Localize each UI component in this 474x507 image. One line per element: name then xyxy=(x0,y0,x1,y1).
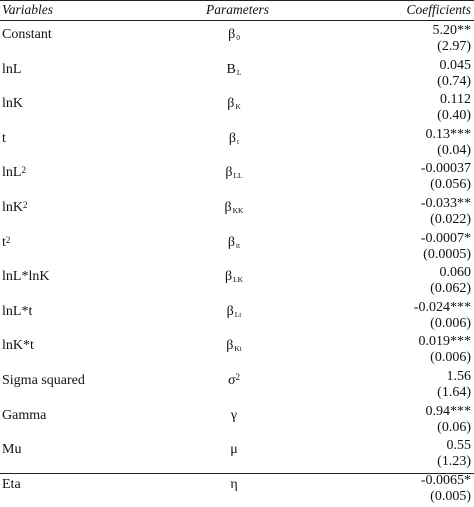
parameter-symbol: β xyxy=(225,165,233,181)
standard-error: (0.056) xyxy=(430,177,471,193)
variable-name: lnK xyxy=(2,199,23,215)
variable-name: Gamma xyxy=(2,407,47,423)
standard-error: (0.0005) xyxy=(423,246,471,262)
coefficient-value: -0.033** xyxy=(420,195,471,211)
variable-exponent: 2 xyxy=(21,165,26,176)
variable-cell xyxy=(2,269,49,285)
table-row xyxy=(0,23,474,58)
standard-error: (0.006) xyxy=(430,350,471,366)
parameter-cell xyxy=(204,442,264,458)
table-row xyxy=(0,300,474,335)
variable-cell xyxy=(2,442,21,458)
parameter-symbol: γ xyxy=(230,407,238,423)
coefficient-value: 0.045 xyxy=(439,57,471,73)
variable-name: lnK xyxy=(2,96,23,112)
standard-error: (1.64) xyxy=(437,384,471,400)
parameter-subscript: KK xyxy=(232,205,244,215)
coefficient-cell xyxy=(437,369,471,401)
parameter-subscript: L xyxy=(236,67,242,77)
parameter-cell xyxy=(204,96,264,113)
table-row xyxy=(0,438,474,473)
table-row xyxy=(0,473,474,507)
coefficient-cell xyxy=(421,473,471,505)
parameter-cell xyxy=(204,165,264,182)
table-row xyxy=(0,127,474,162)
table-row xyxy=(0,334,474,369)
table-row xyxy=(0,369,474,404)
parameter-symbol: β xyxy=(228,130,237,146)
coefficient-cell xyxy=(426,127,472,159)
parameter-symbol: μ xyxy=(230,442,238,458)
standard-error: (0.062) xyxy=(430,281,471,297)
parameter-symbol: σ xyxy=(227,372,236,388)
parameter-subscript: K xyxy=(235,102,241,112)
standard-error: (0.006) xyxy=(430,315,471,331)
coefficient-cell xyxy=(437,58,471,90)
coefficient-value: 0.55 xyxy=(446,438,471,454)
table-row xyxy=(0,231,474,266)
variable-name: Eta xyxy=(2,476,21,492)
parameter-cell xyxy=(204,62,264,79)
parameter-symbol: β xyxy=(226,303,234,319)
standard-error: (0.04) xyxy=(437,142,471,158)
variable-exponent: 2 xyxy=(23,199,28,210)
parameter-cell xyxy=(204,235,264,252)
variable-cell xyxy=(2,96,23,112)
coefficient-cell xyxy=(419,334,472,366)
coefficient-cell xyxy=(421,196,471,228)
coefficient-value: 0.94*** xyxy=(425,403,471,419)
coefficient-cell xyxy=(421,231,471,263)
variable-cell xyxy=(2,165,26,181)
table-row xyxy=(0,265,474,300)
coefficient-cell xyxy=(426,404,472,436)
parameter-subscript: LK xyxy=(233,275,244,285)
variable-cell xyxy=(2,27,52,43)
table-bottom-rule xyxy=(0,473,474,474)
standard-error: (0.40) xyxy=(437,108,471,124)
standard-error: (0.022) xyxy=(430,211,471,227)
parameter-symbol: β xyxy=(224,269,233,285)
variable-name: lnK*t xyxy=(2,338,34,354)
header-parameters: Parameters xyxy=(206,2,269,17)
coefficient-cell xyxy=(430,265,471,297)
standard-error: (1.23) xyxy=(437,454,471,470)
variable-cell xyxy=(2,477,21,493)
parameter-cell xyxy=(204,373,264,389)
table-row xyxy=(0,161,474,196)
variable-name: lnL xyxy=(2,165,22,181)
parameter-subscript: Lt xyxy=(234,309,242,319)
variable-name: Constant xyxy=(2,27,52,42)
parameter-subscript: LL xyxy=(233,171,243,181)
coefficient-value: 0.060 xyxy=(439,265,471,281)
variable-name: t xyxy=(2,130,6,146)
variable-name: lnL*lnK xyxy=(2,269,50,285)
variable-name: lnL xyxy=(2,61,22,77)
variable-cell xyxy=(2,408,46,424)
standard-error: (2.97) xyxy=(437,39,471,54)
parameter-subscript: 0 xyxy=(236,33,240,42)
parameter-symbol: B xyxy=(226,61,236,77)
parameter-cell xyxy=(204,131,264,148)
header-variables: Variables xyxy=(2,2,54,17)
parameter-cell xyxy=(204,200,264,217)
parameter-cell xyxy=(204,27,264,44)
parameter-symbol: β xyxy=(228,27,236,42)
table-body xyxy=(0,23,474,507)
standard-error: (0.74) xyxy=(437,73,471,89)
parameter-symbol: η xyxy=(230,476,238,492)
variable-cell xyxy=(2,235,10,251)
parameter-cell xyxy=(204,408,264,424)
variable-exponent: 2 xyxy=(5,234,11,245)
coefficient-cell xyxy=(433,23,472,55)
table-row xyxy=(0,92,474,127)
parameter-subscript: Kt xyxy=(234,344,242,354)
coefficient-cell xyxy=(437,438,471,470)
variable-name: Mu xyxy=(2,442,22,458)
variable-name: Sigma squared xyxy=(2,372,85,388)
coefficient-value: -0.024*** xyxy=(413,299,471,315)
coefficient-value: 0.019*** xyxy=(418,334,471,350)
coefficient-value: -0.0007* xyxy=(420,230,471,246)
coefficient-cell xyxy=(421,161,471,193)
coefficient-value: 5.20** xyxy=(432,23,471,38)
variable-cell xyxy=(2,62,21,78)
coefficient-value: 0.13*** xyxy=(425,126,471,142)
parameter-symbol: β xyxy=(227,234,235,250)
coefficient-value: -0.0065* xyxy=(420,472,471,488)
parameter-cell xyxy=(204,269,264,286)
parameter-cell xyxy=(204,304,264,321)
variable-cell xyxy=(2,338,34,354)
parameter-subscript: tt xyxy=(235,240,241,250)
coefficient-value: -0.00037 xyxy=(420,161,471,177)
standard-error: (0.06) xyxy=(437,419,471,435)
coefficient-value: 1.56 xyxy=(446,368,471,384)
parameter-superscript: 2 xyxy=(235,371,241,382)
variable-name: lnL*t xyxy=(2,303,33,319)
table-row xyxy=(0,58,474,93)
table-row xyxy=(0,196,474,231)
standard-error: (0.005) xyxy=(430,488,471,504)
variable-cell xyxy=(2,200,28,216)
coefficient-value: 0.112 xyxy=(440,92,471,108)
variable-cell xyxy=(2,304,32,320)
parameter-symbol: β xyxy=(224,199,232,215)
variable-name: t xyxy=(2,234,6,250)
parameter-symbol: β xyxy=(226,338,234,354)
parameter-cell xyxy=(204,477,264,493)
parameter-cell xyxy=(204,338,264,355)
table-top-rule xyxy=(0,0,474,1)
coefficient-cell xyxy=(437,92,471,124)
header-coefficients: Coefficients xyxy=(406,2,471,17)
header-rule xyxy=(0,20,474,21)
variable-cell xyxy=(2,373,85,389)
variable-cell xyxy=(2,131,6,147)
parameter-symbol: β xyxy=(227,96,235,112)
parameter-subscript: t xyxy=(237,136,240,146)
coefficient-cell xyxy=(414,300,471,332)
table-row xyxy=(0,404,474,439)
